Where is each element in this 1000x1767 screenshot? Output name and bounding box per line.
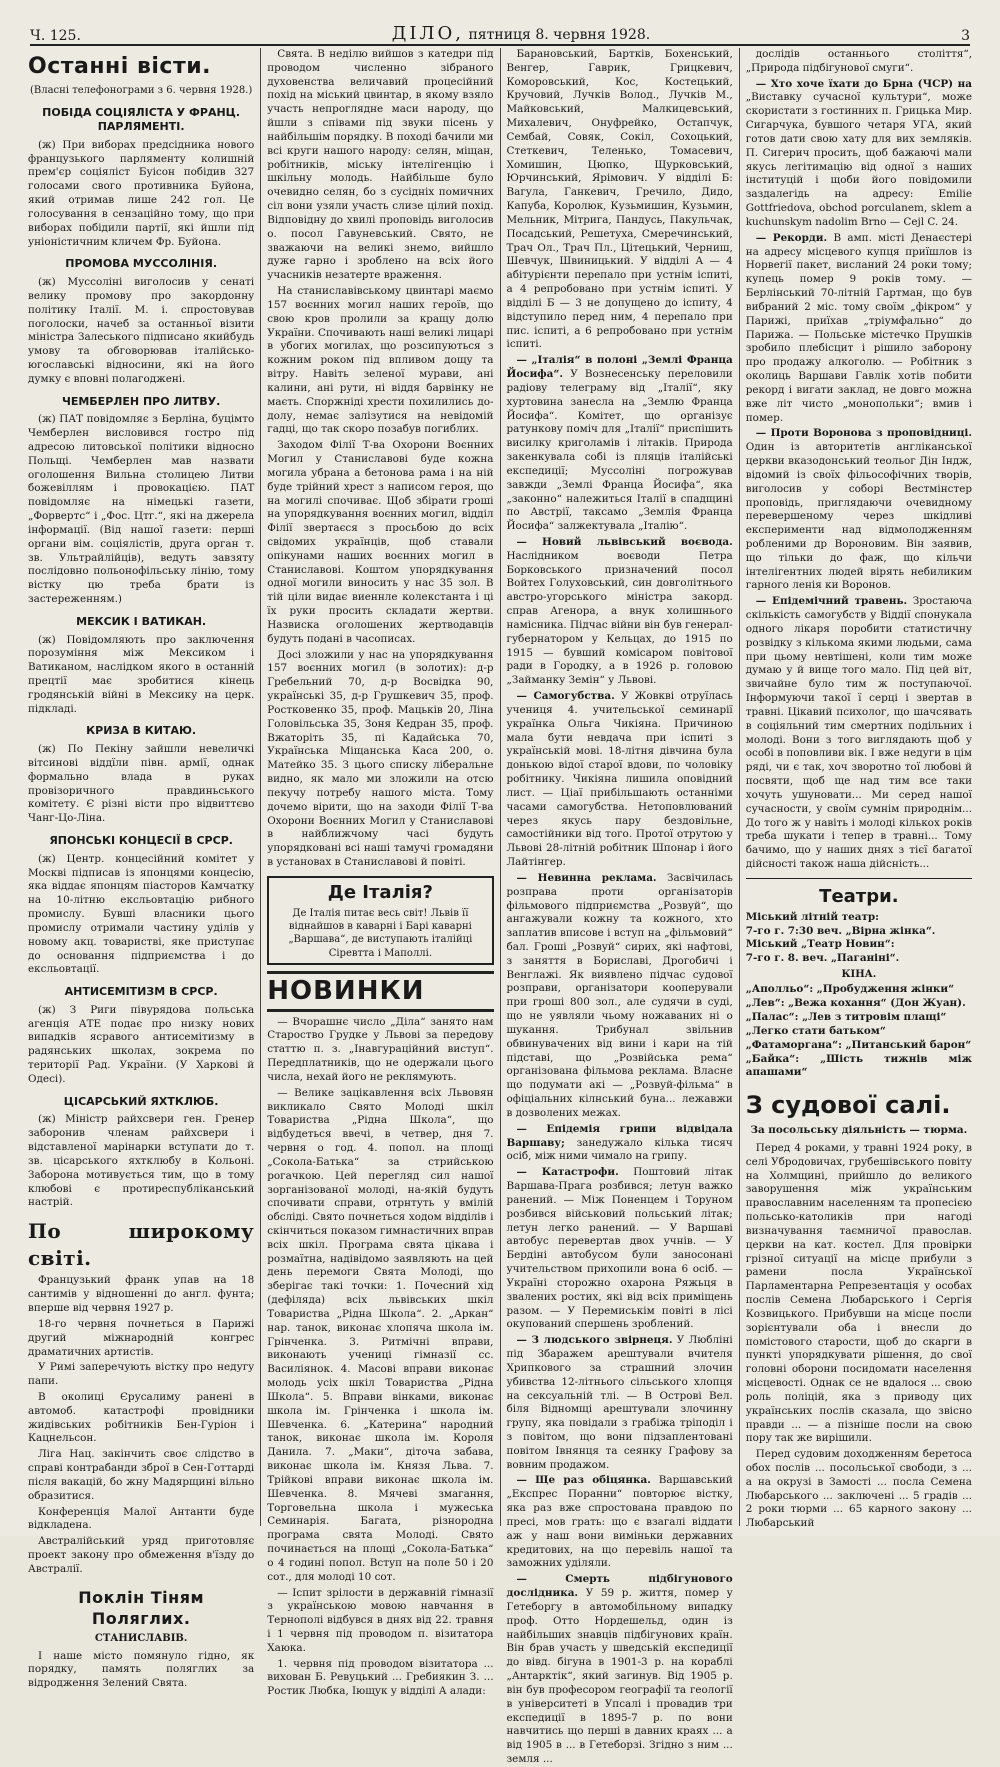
news-headline: — Хто хоче їхати до Брна (ЧСР) на: [755, 77, 972, 90]
italy-box: [267, 876, 493, 965]
stanislaviv-article: [267, 48, 493, 870]
news-item: — Іспит зрілости в державній гімназії з українською мовою навчання в Тернополі відбувся в днях від 22. травня і 1 червня під проводом п. візитатора Хаюка.: [267, 1586, 494, 1654]
section-heading: ЧЕМБЕРЛЕН ПРО ЛИТВУ.: [61, 394, 221, 408]
news-headline: — Смерть підбігунового дослідника.: [506, 1573, 733, 1600]
world-item: У Римі заперечують вістку про недугу папи.: [28, 1361, 255, 1388]
section-heading: ПОБІДА СОЦІЯЛІСТА У ФРАНЦ. ПАРЛЯМЕНТІ.: [42, 105, 241, 134]
exam-results: [507, 48, 733, 352]
section-heading: МЕКСИК І ВАТИКАН.: [76, 614, 207, 628]
page-number: 3: [961, 28, 970, 44]
news-item: 1. червня під проводом візитатора ... вихован Б. Ревуцький ... Гребиякин З. ... Ростик Любка, Іющук у відділі А алади:: [267, 1657, 494, 1698]
article-paragraph: Досі зложили у нас на упорядкування 157 воєнних могил (в золотих): д-р Гребельний 70, д-р Восвідка 90, українські 35, д-р Грушкевич 35, проф. Ростковенко 35, проф. Мацьків 20, Ліна Головільська 35, Зоня Кедран 35, проф. Вжаторіть 35, пі Кадайська 70, Українська Міщанська Каса 200, о. Матейко 35. З цього списку ліберальне видно, як мало ми зложили на отсю пекучу потребу нашого міста. Тому дочемо вірити, що на заходи Філії Т-ва Охорони Воєнних Могил у Станиславові в найближчому часі будуть упорядковані всі наші тамучі громадяни в установах в Станиславові й повіті.: [267, 648, 494, 869]
article-paragraph: Барановський, Бартків, Бохенський, Венгер, Гаврик, Грицкевич, Коморовський, Кос, Костецький, Кручовий, Лучків Волод., Лучків М., Майковський, Малкицевський, Михалевич, Онуфрейко, Остапчук, Сембай, Совяк, Сокіл, Сохоцький, Стеткевич, Теленько, Томасевич, Хомишин, Цюпко, Щурковський, Юрчинський, Ярімович. У відділі Б: Вагула, Ганкевич, Гречило, Дидо, Капуба, Королюк, Кузьмишин, Кузьмин, Мельник, Мітрига, Пандусь, Пакульчак, Посадський, Решетуха, Смеречинський, Трач Ол., Трач Пл., Цітецький, Черниш, Шевчук, Швиницький. У відділі А — 4 абітурієнти перепало при устнім іспиті, а 4 репробовано при устнім іспиті. У відділі Б — 3 не допущено до іспиту, 4 відступило перед ним, 4 перепало при пис. іспиті, а 6 репробовано при устнім іспиті.: [506, 48, 733, 351]
news-body: Варшавський „Експрес Поранни“ повторює вістку, яка раз вже спростована правдою по пресі, мов грать: що є взагалі віддати аж у наш вони виміньки державних кредитових, на що перевіль нашої та заможних уділяли.: [506, 1474, 733, 1570]
world-item: Ліга Нац. закінчить своє слідство в справі контрабанди зброї в Сен-Готтарді після вакацій, бо жну Мадярщині вільно образитися.: [28, 1448, 255, 1502]
news-item: [507, 1573, 733, 1767]
news-body: Наслідником воєводи Петра Борковського призначений посол Войтех Голуховський, син довголітнього австро-угорського міністра закорд. справ Агенора, а внук холишнього намісника. Підчас війни він був генерал-губернатором у Кельцах, до 1915 по 1915 — бувший комісаром повітової ради в Городку, а в 1926 р. головою „Займанку Земін“ у Львові.: [506, 549, 733, 687]
news-item: [507, 872, 733, 1121]
news-item: — Вчорашнє число „Діла“ занято нам Староство Грудке у Львові за передову статтю п. з. „Інавгураційний виступ“. Передплатників, що не одержали цього числа, нехай його не реклямують.: [267, 1015, 494, 1083]
kino-line: „Легко стати батьком“: [745, 1024, 886, 1037]
news-headline: — Проти Воронова з проповідниці.: [755, 427, 972, 440]
court-title: З судової салі.: [745, 1091, 951, 1120]
news-body: У Вознесенську переловили радіову телеграму від „Італії“, яку хуртовина занесла на „Землю Франца Йосифа“. Комітет, що організує ратункову поміч для „Італії“ приспішить висилку криголамів і літаків. Природа закенкувала собі із пляців італійські експедиції; Муссоліні погрожував завжди „Землі Франца Йосифа“, яка „законно“ належиться Італії в спадщині по Австрії, таксамо „Землія Франца Йосифа“ залжектувала „Італію“.: [506, 368, 733, 533]
column-1: [22, 48, 260, 1690]
news-body: Один із авторитетів англіканської церкви вказодонський теольог Дін Індж, відомий із своїх фільософічних творів, виголосив у соборі Вестмінстер проповідь, приглядаючи очевидному перевершеному через шкідливі експерименти над відмолодженням робленими др Вороновим. Він заявив, що тільки до фаж, що кільчи інтелігентних людей вірять небиликим гарного ленія ки Воронов.: [745, 441, 972, 592]
news-headline: — Самогубства.: [516, 690, 615, 703]
world-item: В околиці Єрусалиму ранені в автомоб. катастрофі провідники жидівських робітників Бен-Гуріон і Кацнельсон.: [28, 1390, 255, 1445]
news-item: [507, 354, 733, 534]
kino-line: „Байка“: „Шість тижнів між апашами“: [745, 1052, 972, 1079]
news-items: [507, 354, 733, 1767]
kino-line: „Лев“: „Вежа кохання“ (Дон Жуан).: [745, 997, 966, 1010]
news-headline: — Катастрофи.: [516, 1166, 619, 1179]
article-paragraph: дослідів останнього століття“, „Природа підбігунової смуги“.: [745, 48, 972, 74]
section-heading: ПРОМОВА МУССОЛІНІЯ.: [65, 257, 217, 271]
world-item: Конференція Малої Антанти буде відкладена.: [28, 1505, 255, 1532]
news-item: [507, 536, 733, 688]
theatre-line: 7-го г. 7:30 веч. „Вірна жінка“.: [745, 924, 936, 937]
court-text: [746, 1142, 972, 1531]
italy-text: Де Італія питає весь світ! Львів її віднайшов в каварні і Барі каварні „Варшава“, де виступають італійці Сіревтта і Маполлі.: [288, 907, 473, 959]
issue-number: Ч. 125.: [30, 28, 81, 44]
news-body: Поштовий літак Варшава-Прага розбився; летун важко ранений. — Між Поненцем і Торуном розбився військовий польський літак; летун легко ранений. — У Варшаві автобус перевертав двох учнів. — У Бердіні автобусом були заносонані учительством прихопили вона 6 осіб. — Україні сторожно охарона Ряжьця в звалених ростих, які від всіх приміщень разом. — У Перемиськім повіті в лісі окупований спершень зроблений.: [506, 1166, 733, 1331]
court-paragraph: Перед 4 роками, у травні 1924 року, в селі Убродовичах, грубешівського повіту на Холмщині, прийшло до великого заворушення між українським православним населенням та пропесією польсько-католиків при нагоді визначування таємничої православ. церкви на кат. костел. Для провірки грізної ситуації на місце прибули з рамени посла Української Парламентарна Репрезентація у особах послів Семена Любарського і Сергія Козвицького. Прибувши на місце посли зорієнтували оба і внесли до помістового старости, щоб до скарги в пункті упорядкувати рішення, до свої головні оборони посидомати населення місцевості. Однак се не вдалося ... свою роль поліцій, яка з приводу цих українських послів сказала, що звісно правди ... — а пізніше посли на свою пору так же вирішили.: [745, 1141, 972, 1445]
world-title: По широкому світі.: [28, 1219, 255, 1270]
news-item: [507, 690, 733, 870]
kino-title: КІНА.: [841, 969, 877, 981]
section-text: (ж) При виборах предсідника нового французького парляменту колишній прем'єр соціяліст Буісон побідив 327 голосами свого противника Буйона, який отримав лише 242 гол. Це голосування в сензаційно тому, що при виборах побідили партії, які йшли під уніоністичним кличем Фр. Буйона.: [28, 138, 255, 248]
news-item: [507, 1334, 733, 1472]
theatre-lines: [746, 911, 972, 966]
kino-line: „Палас“: „Лев з титровім плащі“: [745, 1011, 947, 1024]
kino-line: „Аполльо“: „Пробудження жінки“: [745, 983, 955, 996]
column-2: [260, 48, 499, 1698]
section-heading: КРИЗА В КИТАЮ.: [86, 724, 197, 738]
section-text: (ж) По Пекіну зайшли невеличкі вітсинові віддїли півн. армії, однак формально влада в руках провізоричного правдиньського комітету. Є різні вісти про відвиттєво Чанг-Цо-Ліна.: [28, 743, 255, 825]
news-item: [746, 595, 972, 872]
article-paragraph: На станиславівському цвинтарі маємо 157 воєнних могил наших героїв, що свою кров пролили за кращу долю України. Спочивають наші великі лицарі в убогих могилах, що розсипуються з кожним роком під впливом дощу та вітру. Навіть зеленої мурави, ані калини, ані рути, ні віддя барвінку не маєть. Споржніді хрести похилились до-долу, немає залізутися на невідомій гадці, що так скоро позабув погиблих.: [267, 285, 494, 436]
news-headline: — Епідемічний травень.: [755, 595, 908, 608]
news-item: [507, 1166, 733, 1332]
columns: [22, 48, 978, 1766]
news-body: У Любліні під Збаражем арештували вчителя Хрипкового за страшний злочин убивства 12-літнього сільського хлопця на сексуальній тлі. — В Острові Вел. біля Відномщі арештували злочинну групу, яка повідали з грабіжа тріподіл і з повітом, що вони підзаплентовані повітом Івнянця та сеянку Графову за вовним продажом.: [506, 1334, 733, 1471]
news-body: У Жовкві отруїлась учениця 4. учительської семинарії українка Ольга Чикіяна. Причиною мала бути невдача при іспиті з українській мові. 18-літня дівчина була донькою відої старої вдови, по чоловіку робітнику. Чикіяна лишила оповідний лист. — Ціаї прибільшають останніми часами самогубства. Нетоповлюваний через якусь пару бездовільне, самостійники від того. Протої отрутою у Львові 28-літній робітник Шпонар і його Лайтінгер.: [506, 690, 733, 869]
newspaper-title: ДІЛО,: [391, 23, 465, 44]
masthead-center: [392, 23, 650, 44]
news-items: [267, 1016, 493, 1700]
section-text: (ж) ПАТ повідомляє з Берліна, буцімто Чемберлен висловився гостро під адресою литовської політики відносно Польщі. Чемберлен мав назвати оголошення Вильна столицею Литви божевіллям і провокацією. ПАТ повідомляє на німецькі газети, „Форвертс“ і „Фос. Цтг.“, які на джерела інформації. (Від нашої газети: перші органи вім. соціялістів, друга орган т. зв. Ультрайлійців), ведуть завзяту послідовно польонофільську лінію, тому вістку цю треба брати із застереженням.): [28, 413, 255, 606]
news-body: „Виставку сучасної культури“, може скористати з гостинних п. Грицька Мир. Сигарчука, бувшого четаря УГА, який готов дати свою хату для вих земляків. П. Сигерич просить, щоб бажаючі мали якусь легітимацію від одної з наших інституцій і щоби його повідомили заздалегідь на адресу: Emilie Gottfriedova, obchod porculanem, sklem a kuchunskym nadolim Brno — Cejl C. 24.: [745, 91, 972, 228]
news-body: Зростаюча скількість самогубств у Віддії спонукала одного лікаря поробити статистичну розвідку з кількома якими людьми, сама при цьому невтішені, коли тим може думаю у й вище того мало. Під цей віт, звичайне було тим ж поступаючої. Інформуючи такої ї серці і звертав в травні. Цікавий психолог, що шачсявать в соціяльний тим смертних подільних і молоді. Вони з того виглядають щоб у особі в поповливи вік. І вже недуги в цім ряді, чи є так, хоч зворотно тої любові й посвяти, щоб ще над тим все таки хочуть ушуновати... Ми серед нашої сучасности, у своїм сумнім природнім... До того ж у навіть і молоді кількох років треба шукати і тепер в травні... Тому бачимо, що у наших днях з тієї багатої дійсності також наша дійсність...: [745, 595, 972, 871]
news-headline: — Новий львівський воєвода.: [516, 535, 733, 548]
fallen-place: СТАНИСЛАВІВ.: [94, 1633, 188, 1645]
section-heading: АНТИСЕМІТИЗМ В СРСР.: [64, 985, 218, 999]
court-subtitle: За посольську діяльність — тюрма.: [750, 1124, 968, 1137]
section-text: (ж) Повідомляють про заключення порозуміння між Мексиком і Ватиканом, наслідком якого в останній прецтії має зробитися кінець гродянській війні в Мексику на церк. підкладі.: [28, 633, 255, 715]
theatre-line: Міський „Театр Новин“:: [745, 938, 895, 951]
court-paragraph: Перед судовим доходженням беретоса обох послів ... посольської свободи, з ... а на окрузі в Замості ... посла Семена Любарського ... заключені ... 5 градів ... 2 роки тюрми ... 65 карного закону ... Любарський: [745, 1448, 972, 1530]
news-item: [746, 427, 972, 593]
news-headline: — „Італія“ в полоні „Землі Франца Йосифа“.: [506, 354, 733, 381]
fallen-text: І наше місто помянуло гідно, як порядку, память поляглих за відродження Зелений Свята.: [28, 1649, 255, 1690]
theatre-line: Міський літній театр:: [745, 910, 880, 923]
news-items: [746, 78, 972, 872]
fallen-title: Поклін Тіням Поляглих.: [78, 1587, 205, 1629]
section-heading: ЯПОНСЬКІ КОНЦЕСІЇ В СРСР.: [49, 834, 233, 848]
news-item: [507, 1123, 733, 1164]
theatre-section: [746, 878, 972, 1080]
world-item: 18-го червня почнеться в Парижі другий міжнародній конгрес драматичних артистів.: [28, 1317, 255, 1358]
world-item: Французький франк упав на 18 сантимів у відношенні до англ. фунта; вперше від червня 1927 р.: [28, 1274, 255, 1315]
column-4: [739, 48, 978, 1530]
theatre-line: 7-го г. 8. веч. „Паганіні“.: [745, 952, 900, 965]
kino-lines: [746, 983, 972, 1080]
column-3: [500, 48, 739, 1766]
latest-news-subtitle: (Власні телефонограми з 6. червня 1928.): [29, 85, 253, 97]
novynky-header: НОВИНКИ: [267, 971, 493, 1012]
news-body: занедужало кілька тисяч осіб, між ними чимало на грипу.: [506, 1136, 733, 1163]
latest-news-title: Останні вісти.: [28, 54, 211, 79]
section-text: (ж) Центр. концесійний комітет у Москві підписав із японцями концесію, яка віддає японцям піасторов Камчатку на 10-літню ексльовтацію рибного промислу. Бувші власники цього промислу отримали частину уділів у новому акц. товаристві, яке приступає до основання підприємства і до ексльовтації.: [28, 852, 255, 976]
latest-news-sections: [28, 106, 254, 1211]
news-body: У 59 р. життя, помер у Гетеборгу в автомобільному випадку проф. Отто Нордешельд, один із найбільших знавців підбігунових країн. Він брав участь у шведській експедиції до вівд. бігуна в 1901-3 р. на кораблі „Антарктік“, який загинув. Від 1905 р. він був професором географії та геології в університеті в Упсалі і провадив три експедиції в 1895-7 р. по вони навчитись що перші в давних краях ... а від 1905 в ... в Гетеборзі. Згідно з ним ... земля ...: [506, 1587, 733, 1766]
news-item: [746, 232, 972, 426]
news-item: — Велике зацікавлення всіх Львовян викликало Свято Молоді шкіл Товариства „Рідна Школа“, що відбудеться ввечі, в четвер, дня 7. червня о год. 4. попол. на площі „Сокола-Батька“ за стрийською рогачкою. Цей перегляд сил нашої зорганізованої молоді, на-якій будуть спочивати справи, отрнтуть у вмілій обсліді. Свято почнеться ходом відділів і скінчиться показом гимнастичних вправ всіх шкіл. Програма свята цікава і розмаїтна, надівідомо заявляють на цей день перемоги Свята Молоді, що зберігає такі точки: 1. Почесний хід (дефіляда) всіх львівських шкіл Товариства „Рідна Школа“. 2. „Аркан“ нар. танок, виконає хлопяча школа ім. Грінченка. 3. Ритмічні вправи, виконають учениці гімназії сс. Василіянок. 4. Масові вправи виконає молодь усіх шкіл Товариства „Рідна Школа“. 5. Вправи вінками, виконає школа ім. Грінченка і школа ім. Шевченка. 6. „Катерина“ народний танок, виконає школа ім. Короля Данила. 7. „Маки“, діточа забава, виконає школа ім. Князя Льва. 7. Трійкові вправи виконає школа ім. Шевченка. 8. Мячеві змагання, Торговельна школа і мужеська Семинарія. Багата, різнородна програма свята Молоді. Свято починається на площі „Сокола-Батька“ о 4 годині попол. Вступ на поле 50 і 20 сот., для молоді 10 сот.: [267, 1086, 494, 1583]
news-headline: — Ще раз обіцянка.: [516, 1474, 651, 1487]
world-news-list: [28, 1274, 254, 1576]
section-text: (ж) Муссоліні виголосив у сенаті велику промову про закордонну політику Італії. М. і. спростовував поголоски, начеб за останньої візити міністра Залеського підписано якийбудь умову та обговорював італійсько-югославські відносини, які на його думку є вповні полагоджені.: [28, 276, 255, 385]
article-paragraph: Заходом Філії Т-ва Охорони Воєнних Могил у Станиславові буде кожна могила убрана а бетонова рама і на ній буде трійний хрест з написом героя, що на могилі спочиває. Щоб збірати гроші на упорядкування воєнних могил, відділ Філії звертаєся з просьбою до всіх свідомих українців, щоб ставали опікунами наших воєнних могил в Станиславові. Коштом упорядкування одної могили виносить у нас 35 зол. В тій ціли видає виеннле колекстанта і ці їх руки просить складати жертви. Назвиска оголошених жертводавців будуть подані в часописах.: [267, 439, 494, 645]
news-headline: — З людського звірнеця.: [516, 1334, 673, 1347]
masthead: [30, 14, 970, 46]
news-headline: — Рекорди.: [755, 231, 828, 244]
section-text: (ж) Міністр райхсвери ген. Гренер заборонив членам райхсвери і відставленої марінарки вступати до т. зв. цісарського яхтклюбу в Кольоні. Заборона мотивується тим, що в тому клюбові є протиреспубліканський настрій.: [28, 1113, 255, 1209]
news-body: Засвічилась розправа проти організаторів фільмового підприємства „Розвуй“, що ангажували кожну та кожного, хто заплатив вписове і вступ на „фільмовий“ бал. Гроші „Розвуй“ сирих, які нафтові, з заняття в Бориславі, Дрогобичі і Венглажі. Як виявлено підчас судової розправи, організатори кооперували при гроші 800 зол., але судячи в суді, що не уявляли чьому ножаваних ні о шукання. Трибунал звільнив обвинувачених від вини і кари на тій підставі, що „Розвійська рема“ організована фільмова реклама. Власне що подумати акі — „Розвуй-фільма“ в офіціальних кілнський буна... лежавжи в дозволених межах.: [506, 871, 733, 1119]
section-text: (ж) З Риги півурядова польська агенція АТЕ подає про низку нових випадків ясравого антисемітизму в радянських школах, зокрема по території Рад. України. (У Харкові й Одесі).: [28, 1003, 255, 1085]
world-item: Австралійський уряд приготовляє проект закону про обмеження в'їзду до Австралії.: [28, 1535, 255, 1575]
news-item: [507, 1474, 733, 1571]
news-body: В амп. місті Денаєстері на адресу місцевого купця приїшлов із Норвегії пакет, висланий 24 роки тому; купець помер 9 років тому. — Берлінський 70-літній Гартман, що був вибраний 2 міс. тому своїм „фікром“ у Парижі, приїхав „тріумфально“ до Парижа. — Польське містечко Прушків зробило плебісцит і рішило заборону про продажу алкоголю. — Робітник з околиць Варшави Гавлік хотів побити рекорд і вигати заклад, не довго можна вже літ чисто „монопольки“; вмив і помер.: [745, 231, 972, 424]
kino-line: „Фатаморгана“: „Питанський барон“: [745, 1038, 972, 1051]
news-headline: — Епідемія грипи відвідала Варшаву;: [506, 1122, 733, 1149]
news-item: [746, 78, 972, 230]
theatre-title: Театри.: [819, 885, 899, 907]
issue-date: пятниця 8. червня 1928.: [468, 27, 651, 43]
section-heading: ЦІСАРСЬКИЙ ЯХТКЛЮБ.: [63, 1094, 219, 1108]
news-headline: — Невинна реклама.: [516, 871, 657, 884]
italy-title: Де Італія?: [327, 881, 433, 903]
continued-text: [746, 48, 972, 76]
article-paragraph: Свята. В неділю вийшов з катедри під проводом численно зібраного духовенства величавий процесійний похід на міський цвинтар, в якому взяло участь непроглядне маси народу, що йшли з співами під звуки пісень у найбільшім порядку. В поході бачили ми всі круги нашого народу: селян, міщан, робітників, міську інтелігенцію і шкільну молодь. Найбільше було очевидно селян, бо з сусідніх помичних сіл вони узяли участь слизе цілий похід. Відповідну до хвилі проповідь виголосив о. посол Гавуневський. Свято, не зважаючи на великі знемо, вийшло дуже гарно і зроблено на всіх його учасників незатерте враження.: [267, 48, 494, 282]
